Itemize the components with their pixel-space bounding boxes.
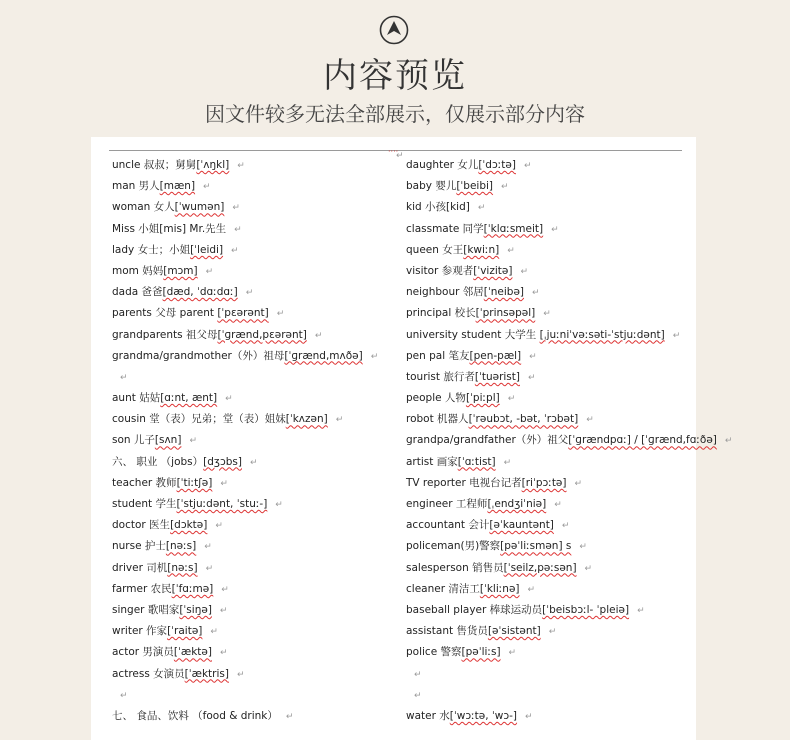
vocab-entry: [406, 176, 696, 197]
entry-text: classmate 同学: [406, 222, 484, 235]
entry-phonetic: [ˈkliːnə]: [479, 582, 520, 595]
entry-phonetic: [dæd, ˈdɑːdɑː]: [162, 286, 238, 299]
entry-phonetic: [ˈpiːpl]: [465, 392, 500, 405]
return-mark: ↵: [203, 182, 211, 193]
return-mark: ↵: [561, 521, 570, 532]
entry-phonetic: [kwiːn]: [463, 243, 500, 256]
vocab-entry: [112, 494, 402, 515]
return-mark: ↵: [275, 500, 283, 510]
return-mark: ↵: [507, 394, 516, 405]
entry-phonetic: [ˈɑːtist]: [457, 455, 496, 468]
vocab-entry: [406, 155, 696, 176]
return-mark: ↵: [574, 478, 583, 489]
page-title: 内容预览: [323, 56, 467, 96]
entry-text: grandparents 祖父母: [112, 328, 218, 341]
entry-phonetic: [ˈtiːtʃə]: [176, 476, 213, 489]
return-mark: ↵: [210, 627, 218, 638]
entry-text: accountant 会计: [406, 519, 490, 532]
entry-phonetic: [ˈtuərist]: [474, 370, 520, 383]
vocab-entry: [406, 536, 696, 557]
entry-text: grandpa/grandfather（外）祖父: [406, 434, 569, 447]
entry-phonetic: [dɔktə]: [170, 519, 208, 532]
entry-phonetic: [mɔm]: [163, 264, 198, 277]
entry-phonetic: [ˈneibə]: [483, 286, 525, 299]
entry-phonetic: [ˈʌŋkl]: [196, 159, 230, 171]
entry-phonetic: [ˈkʌzən]: [285, 413, 328, 426]
vocab-entry: [112, 685, 402, 706]
return-mark: ↵: [245, 288, 254, 299]
entry-phonetic: [ˈdɔːtə]: [478, 159, 516, 171]
entry-phonetic: [ˈpɛərənt]: [217, 307, 269, 320]
return-mark: ↵: [120, 690, 128, 701]
entry-text: actress 女演员: [112, 667, 185, 680]
vocab-entry: [112, 346, 402, 367]
entry-text: artist 画家: [406, 455, 458, 468]
vocab-entry: [406, 600, 696, 621]
entry-phonetic: [ˈbeibi]: [456, 180, 494, 193]
entry-phonetic: [ˈɡrændpɑː] / [ˈɡrænd,fɑːðə]: [568, 434, 717, 447]
page-subtitle: 因文件较多无法全部展示，仅展示部分内容: [205, 102, 585, 126]
return-mark: ↵: [548, 627, 557, 638]
return-mark: ↵: [529, 351, 537, 362]
entry-text: kid 小孩[kid]: [406, 201, 470, 214]
vocab-entry: [112, 261, 402, 282]
entry-text: mom 妈妈: [112, 264, 164, 277]
return-mark: ↵: [532, 288, 540, 299]
up-arrow-circle-icon: [379, 15, 409, 45]
return-mark: ↵: [584, 563, 593, 574]
entry-phonetic: [əˈsistənt]: [487, 625, 541, 638]
entry-text: daughter 女儿: [406, 159, 479, 171]
entry-text: policeman(男)警察: [406, 540, 501, 553]
entry-text: parents 父母 parent: [112, 307, 218, 320]
return-mark: ↵: [231, 245, 239, 256]
return-mark: ↵: [525, 711, 533, 722]
vocab-entry: [406, 261, 696, 282]
return-mark: ↵: [396, 151, 404, 161]
entry-text: driver 司机: [112, 561, 168, 574]
entry-text: neighbour 邻居: [406, 286, 484, 299]
vocab-entry: [406, 452, 696, 473]
entry-text: 六、 职业 （jobs）: [112, 455, 204, 468]
header-rule: [109, 147, 682, 161]
vocab-entry: [406, 367, 696, 388]
entry-text: man 男人: [112, 180, 160, 193]
entry-phonetic: [ɑːnt, ænt]: [160, 392, 218, 405]
entry-phonetic: [ˈvizitə]: [473, 264, 513, 277]
entry-phonetic: [ˈklɑːsmeit]: [483, 222, 544, 235]
vocab-entry: [112, 600, 402, 621]
return-mark: ↵: [285, 711, 294, 722]
return-mark: ↵: [205, 266, 214, 277]
entry-phonetic: [nəːs]: [165, 540, 197, 553]
vocab-entry: [112, 515, 402, 536]
entry-text: tourist 旅行者: [406, 370, 475, 383]
entry-phonetic: [ˌjuːniˈvəːsəti-ˈstjuːdənt]: [539, 328, 665, 341]
entry-phonetic: [ˌendʒiˈniə]: [487, 498, 547, 510]
return-mark: ↵: [219, 648, 228, 659]
vocab-entry: [406, 197, 696, 218]
return-mark: ↵: [215, 521, 223, 532]
entry-phonetic: [ˈæktris]: [184, 667, 229, 680]
return-mark: ↵: [249, 457, 258, 468]
entry-phonetic: [ˈɡrænd,pɛərənt]: [217, 328, 307, 341]
return-mark: ↵: [219, 605, 228, 616]
entry-text: queen 女王: [406, 243, 464, 256]
vocab-entry: [112, 558, 402, 579]
return-mark: ↵: [220, 478, 228, 489]
return-mark: ↵: [672, 330, 681, 341]
vocab-entry: [406, 558, 696, 579]
entry-text: uncle 叔叔；舅舅: [112, 159, 197, 171]
entry-phonetic: [pəˈliːs]: [461, 646, 501, 659]
spellcheck-mark: ····: [388, 147, 399, 156]
return-mark: ↵: [528, 372, 536, 383]
entry-text: actor 男演员: [112, 646, 174, 659]
vocab-entry: [112, 473, 402, 494]
return-mark: ↵: [205, 563, 214, 574]
entry-text: Miss 小姐[mis] Mr.先生: [112, 222, 227, 235]
entry-text: engineer 工程师: [406, 498, 488, 510]
vocab-entry: [406, 494, 696, 515]
entry-text: people 人物: [406, 392, 466, 405]
right-column: [406, 155, 733, 727]
vocab-entry: [112, 621, 402, 642]
entry-text: pen pal 笔友: [406, 349, 470, 362]
entry-text: university student 大学生: [406, 328, 540, 341]
return-mark: ↵: [586, 415, 594, 426]
entry-text: writer 作家: [112, 625, 168, 638]
entry-text: water 水: [406, 709, 450, 722]
vocab-entry: [112, 240, 402, 261]
vocab-entry: [112, 282, 402, 303]
vocab-entry: [112, 642, 402, 663]
entry-phonetic: [pen-pæl]: [469, 349, 522, 362]
entry-text: woman 女人: [112, 201, 175, 214]
entry-text: teacher 教师: [112, 476, 177, 489]
return-mark: ↵: [414, 690, 422, 701]
left-column: [112, 155, 402, 727]
return-mark: ↵: [120, 372, 128, 383]
vocab-entry: [112, 325, 402, 346]
return-mark: ↵: [543, 309, 551, 320]
entry-text: son 儿子: [112, 434, 155, 447]
entry-text: salesperson 销售员: [406, 561, 504, 574]
entry-text: lady 女士；小姐: [112, 243, 191, 256]
vocab-entry: [112, 579, 402, 600]
return-mark: ↵: [314, 330, 323, 341]
entry-text: student 学生: [112, 498, 177, 510]
entry-text: 七、 食品、饮料 （food & drink）: [112, 709, 278, 722]
entry-phonetic: [mæn]: [159, 180, 196, 193]
entry-phonetic: [ˈleidi]: [190, 243, 224, 256]
return-mark: ↵: [508, 648, 517, 659]
entry-text: baseball player 棒球运动员: [406, 603, 543, 616]
entry-text: aunt 姑姑: [112, 392, 161, 405]
vocab-entry: [406, 664, 696, 685]
entry-phonetic: [ˈfɑːmə]: [171, 582, 214, 595]
entry-text: singer 歌唱家: [112, 603, 180, 616]
return-mark: ↵: [414, 669, 422, 680]
return-mark: ↵: [527, 584, 536, 595]
entry-phonetic: [ˈsiŋə]: [179, 603, 212, 616]
vocab-entry: [406, 303, 696, 324]
entry-text: doctor 医生: [112, 519, 171, 532]
entry-phonetic: [ˈwɔːtə, ˈwɔ-]: [449, 709, 518, 722]
vocab-entry: [406, 409, 696, 430]
return-mark: ↵: [232, 203, 240, 214]
vocab-entry: [112, 388, 402, 409]
entry-text: farmer 农民: [112, 582, 172, 595]
entry-phonetic: [ˈstjuːdənt, ˈstuː-]: [176, 498, 268, 510]
vocab-entry: [406, 621, 696, 642]
entry-phonetic: [ˈrəubɔt, -bət, ˈrɔbət]: [468, 413, 579, 426]
vocab-entry: [112, 452, 402, 473]
entry-phonetic: [ˈæktə]: [173, 646, 212, 659]
vocab-entry: [406, 388, 696, 409]
vocab-entry: [406, 346, 696, 367]
return-mark: ↵: [234, 224, 242, 235]
vocab-entry: [406, 642, 696, 663]
entry-text: assistant 售货员: [406, 625, 488, 638]
vocab-entry: [112, 155, 402, 176]
return-mark: ↵: [551, 224, 559, 235]
return-mark: ↵: [520, 266, 528, 277]
return-mark: ↵: [724, 436, 733, 447]
vocab-entry: [406, 579, 696, 600]
entry-text: cleaner 清洁工: [406, 582, 480, 595]
entry-phonetic: [sʌn]: [154, 434, 182, 447]
vocab-entry: [112, 664, 402, 685]
entry-phonetic: [əˈkauntənt]: [489, 519, 554, 532]
return-mark: ↵: [225, 394, 233, 405]
vocab-entry: [406, 430, 733, 451]
entry-text: visitor 参观者: [406, 264, 474, 277]
return-mark: ↵: [236, 669, 245, 680]
return-mark: ↵: [204, 542, 212, 553]
entry-text: robot 机器人: [406, 413, 469, 426]
vocab-entry: [406, 685, 696, 706]
entry-phonetic: [riˈpɔːtə]: [521, 476, 567, 489]
entry-text: police 警察: [406, 646, 462, 659]
vocab-entry: [112, 176, 402, 197]
entry-text: principal 校长: [406, 307, 476, 320]
vocab-entry: [406, 240, 696, 261]
return-mark: ↵: [503, 457, 512, 468]
entry-phonetic: [ˈseilz,pəːsən]: [503, 561, 577, 574]
entry-text: cousin 堂（表）兄弟；堂（表）姐妹: [112, 413, 286, 426]
entry-text: grandma/grandmother（外）祖母: [112, 349, 285, 362]
vocab-entry: [112, 367, 402, 388]
return-mark: ↵: [507, 245, 515, 256]
return-mark: ↵: [189, 436, 197, 447]
entry-text: dada 爸爸: [112, 286, 163, 299]
vocab-entry: [406, 282, 696, 303]
return-mark: ↵: [237, 161, 245, 171]
return-mark: ↵: [335, 415, 344, 426]
vocab-entry: [406, 515, 696, 536]
entry-phonetic: [ˈbeisbɔːl- ˈpleiə]: [542, 603, 630, 616]
entry-phonetic: [ˈɡrænd,mʌðə]: [284, 349, 363, 362]
return-mark: ↵: [477, 203, 486, 214]
vocab-entry: [112, 536, 402, 557]
vocab-entry: [112, 197, 402, 218]
return-mark: ↵: [276, 309, 285, 320]
entry-text: baby 婴儿: [406, 180, 457, 193]
entry-text: nurse 护士: [112, 540, 166, 553]
return-mark: ↵: [370, 351, 379, 362]
vocab-entry: [112, 219, 402, 240]
vocab-entry: [112, 303, 402, 324]
return-mark: ↵: [554, 500, 562, 510]
return-mark: ↵: [501, 182, 509, 193]
vocab-entry: [406, 706, 696, 727]
entry-phonetic: [pəˈliːsmən] s: [500, 540, 572, 553]
return-mark: ↵: [637, 605, 645, 616]
return-mark: ↵: [579, 542, 587, 553]
entry-phonetic: [ˈwumən]: [174, 201, 225, 214]
entry-text: TV reporter 电视台记者: [406, 476, 522, 489]
entry-phonetic: [dʒɔbs]: [203, 455, 242, 468]
vocab-entry: [112, 430, 402, 451]
vocab-entry: [112, 409, 402, 430]
vocab-entry: [112, 706, 402, 727]
vocab-entry: [406, 473, 696, 494]
vocab-entry: [406, 219, 696, 240]
return-mark: ↵: [523, 161, 532, 171]
return-mark: ↵: [221, 584, 229, 595]
entry-phonetic: [nəːs]: [167, 561, 198, 574]
document-preview: [91, 137, 733, 740]
entry-phonetic: [ˈraitə]: [167, 625, 203, 638]
entry-phonetic: [ˈprinsəpəl]: [475, 307, 536, 320]
vocab-entry: [406, 325, 696, 346]
